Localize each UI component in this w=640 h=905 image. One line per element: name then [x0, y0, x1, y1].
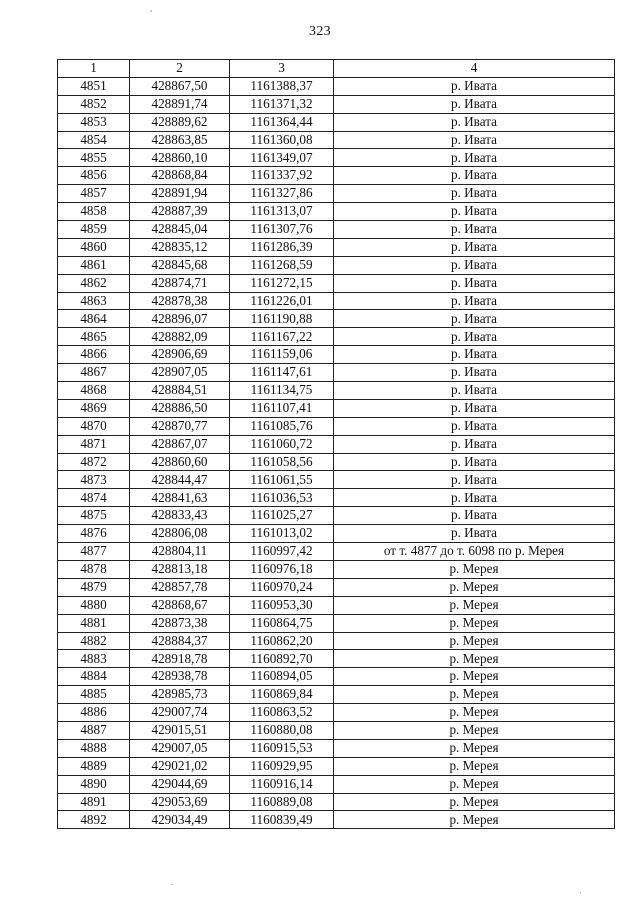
point-number-cell: 4880: [58, 596, 130, 614]
y-coordinate-cell: 1160864,75: [230, 614, 334, 632]
y-coordinate-cell: 1161190,88: [230, 310, 334, 328]
description-cell: р. Ивата: [334, 382, 615, 400]
y-coordinate-cell: 1160953,30: [230, 596, 334, 614]
table-header: [58, 60, 615, 78]
point-number-cell: 4879: [58, 578, 130, 596]
x-coordinate-cell: 428833,43: [130, 507, 230, 525]
x-coordinate-cell: 428813,18: [130, 560, 230, 578]
point-number-cell: 4858: [58, 203, 130, 221]
x-coordinate-cell: 428860,10: [130, 149, 230, 167]
x-coordinate-cell: 428873,38: [130, 614, 230, 632]
description-cell: р. Мерея: [334, 704, 615, 722]
table-row: [58, 614, 615, 632]
table-row: [58, 203, 615, 221]
x-coordinate-cell: 428985,73: [130, 686, 230, 704]
table-row: [58, 399, 615, 417]
description-cell: р. Ивата: [334, 346, 615, 364]
table-row: [58, 149, 615, 167]
y-coordinate-cell: 1161058,56: [230, 453, 334, 471]
y-coordinate-cell: 1161159,06: [230, 346, 334, 364]
point-number-cell: 4868: [58, 382, 130, 400]
point-number-cell: 4883: [58, 650, 130, 668]
x-coordinate-cell: 428835,12: [130, 238, 230, 256]
table-row: [58, 489, 615, 507]
x-coordinate-cell: 428845,68: [130, 256, 230, 274]
point-number-cell: 4859: [58, 221, 130, 239]
x-coordinate-cell: 428857,78: [130, 578, 230, 596]
description-cell: от т. 4877 до т. 6098 по р. Мерея: [334, 543, 615, 561]
description-cell: р. Ивата: [334, 131, 615, 149]
point-number-cell: 4891: [58, 793, 130, 811]
point-number-cell: 4861: [58, 256, 130, 274]
y-coordinate-cell: 1161364,44: [230, 113, 334, 131]
table-row: [58, 185, 615, 203]
table-row: [58, 95, 615, 113]
x-coordinate-cell: 428918,78: [130, 650, 230, 668]
x-coordinate-cell: 428868,84: [130, 167, 230, 185]
description-cell: р. Ивата: [334, 507, 615, 525]
point-number-cell: 4852: [58, 95, 130, 113]
x-coordinate-cell: 429007,05: [130, 739, 230, 757]
y-coordinate-cell: 1161286,39: [230, 238, 334, 256]
point-number-cell: 4876: [58, 525, 130, 543]
table-row: [58, 364, 615, 382]
description-cell: р. Ивата: [334, 292, 615, 310]
point-number-cell: 4889: [58, 757, 130, 775]
y-coordinate-cell: 1161327,86: [230, 185, 334, 203]
y-coordinate-cell: 1161036,53: [230, 489, 334, 507]
description-cell: р. Мерея: [334, 560, 615, 578]
y-coordinate-cell: 1160863,52: [230, 704, 334, 722]
point-number-cell: 4863: [58, 292, 130, 310]
x-coordinate-cell: 428874,71: [130, 274, 230, 292]
point-number-cell: 4865: [58, 328, 130, 346]
description-cell: р. Мерея: [334, 578, 615, 596]
x-coordinate-cell: 428806,08: [130, 525, 230, 543]
description-cell: р. Мерея: [334, 757, 615, 775]
point-number-cell: 4867: [58, 364, 130, 382]
column-header-1: 1: [58, 60, 130, 78]
description-cell: р. Ивата: [334, 113, 615, 131]
x-coordinate-cell: 428891,74: [130, 95, 230, 113]
description-cell: р. Мерея: [334, 686, 615, 704]
y-coordinate-cell: 1160915,53: [230, 739, 334, 757]
point-number-cell: 4882: [58, 632, 130, 650]
description-cell: р. Ивата: [334, 256, 615, 274]
description-cell: р. Ивата: [334, 185, 615, 203]
table-row: [58, 77, 615, 95]
y-coordinate-cell: 1160997,42: [230, 543, 334, 561]
point-number-cell: 4860: [58, 238, 130, 256]
y-coordinate-cell: 1161268,59: [230, 256, 334, 274]
table-row: [58, 113, 615, 131]
table-row: [58, 328, 615, 346]
description-cell: р. Ивата: [334, 471, 615, 489]
table-row: [58, 453, 615, 471]
y-coordinate-cell: 1160916,14: [230, 775, 334, 793]
x-coordinate-cell: 428906,69: [130, 346, 230, 364]
x-coordinate-cell: 428907,05: [130, 364, 230, 382]
table-row: [58, 704, 615, 722]
description-cell: р. Ивата: [334, 417, 615, 435]
y-coordinate-cell: 1161226,01: [230, 292, 334, 310]
x-coordinate-cell: 428867,50: [130, 77, 230, 95]
point-number-cell: 4873: [58, 471, 130, 489]
column-header-4: 4: [334, 60, 615, 78]
y-coordinate-cell: 1161134,75: [230, 382, 334, 400]
y-coordinate-cell: 1161307,76: [230, 221, 334, 239]
description-cell: р. Мерея: [334, 793, 615, 811]
y-coordinate-cell: 1161371,32: [230, 95, 334, 113]
description-cell: р. Мерея: [334, 775, 615, 793]
x-coordinate-cell: 428844,47: [130, 471, 230, 489]
y-coordinate-cell: 1160862,20: [230, 632, 334, 650]
y-coordinate-cell: 1160929,95: [230, 757, 334, 775]
x-coordinate-cell: 429053,69: [130, 793, 230, 811]
description-cell: р. Ивата: [334, 364, 615, 382]
table-row: [58, 292, 615, 310]
point-number-cell: 4872: [58, 453, 130, 471]
y-coordinate-cell: 1161107,41: [230, 399, 334, 417]
table-row: [58, 131, 615, 149]
description-cell: р. Мерея: [334, 650, 615, 668]
point-number-cell: 4890: [58, 775, 130, 793]
description-cell: р. Ивата: [334, 489, 615, 507]
point-number-cell: 4878: [58, 560, 130, 578]
column-header-3: 3: [230, 60, 334, 78]
x-coordinate-cell: 429015,51: [130, 721, 230, 739]
y-coordinate-cell: 1161013,02: [230, 525, 334, 543]
table-row: [58, 256, 615, 274]
table-row: [58, 811, 615, 829]
y-coordinate-cell: 1161025,27: [230, 507, 334, 525]
y-coordinate-cell: 1160889,08: [230, 793, 334, 811]
table-row: [58, 543, 615, 561]
description-cell: р. Ивата: [334, 328, 615, 346]
x-coordinate-cell: 428867,07: [130, 435, 230, 453]
header-row: [58, 60, 615, 78]
point-number-cell: 4884: [58, 668, 130, 686]
x-coordinate-cell: 428887,39: [130, 203, 230, 221]
description-cell: р. Ивата: [334, 167, 615, 185]
point-number-cell: 4856: [58, 167, 130, 185]
y-coordinate-cell: 1161167,22: [230, 328, 334, 346]
y-coordinate-cell: 1160970,24: [230, 578, 334, 596]
point-number-cell: 4851: [58, 77, 130, 95]
description-cell: р. Мерея: [334, 739, 615, 757]
description-cell: р. Ивата: [334, 435, 615, 453]
scan-speck: [580, 892, 581, 894]
point-number-cell: 4886: [58, 704, 130, 722]
table-row: [58, 274, 615, 292]
y-coordinate-cell: 1160892,70: [230, 650, 334, 668]
x-coordinate-cell: 428938,78: [130, 668, 230, 686]
scan-speck: [150, 10, 152, 12]
table-row: [58, 757, 615, 775]
table-row: [58, 346, 615, 364]
x-coordinate-cell: 428870,77: [130, 417, 230, 435]
description-cell: р. Ивата: [334, 274, 615, 292]
x-coordinate-cell: 428845,04: [130, 221, 230, 239]
description-cell: р. Мерея: [334, 596, 615, 614]
point-number-cell: 4875: [58, 507, 130, 525]
page-number: 323: [309, 24, 331, 39]
description-cell: р. Мерея: [334, 721, 615, 739]
point-number-cell: 4869: [58, 399, 130, 417]
table-row: [58, 578, 615, 596]
x-coordinate-cell: 429044,69: [130, 775, 230, 793]
table-row: [58, 525, 615, 543]
table-row: [58, 596, 615, 614]
x-coordinate-cell: 428878,38: [130, 292, 230, 310]
x-coordinate-cell: 428860,60: [130, 453, 230, 471]
x-coordinate-cell: 428882,09: [130, 328, 230, 346]
table-row: [58, 560, 615, 578]
y-coordinate-cell: 1161349,07: [230, 149, 334, 167]
x-coordinate-cell: 428891,94: [130, 185, 230, 203]
point-number-cell: 4853: [58, 113, 130, 131]
table-row: [58, 793, 615, 811]
y-coordinate-cell: 1161313,07: [230, 203, 334, 221]
y-coordinate-cell: 1160976,18: [230, 560, 334, 578]
description-cell: р. Ивата: [334, 238, 615, 256]
y-coordinate-cell: 1161272,15: [230, 274, 334, 292]
x-coordinate-cell: 428841,63: [130, 489, 230, 507]
table-row: [58, 650, 615, 668]
point-number-cell: 4866: [58, 346, 130, 364]
point-number-cell: 4885: [58, 686, 130, 704]
point-number-cell: 4854: [58, 131, 130, 149]
description-cell: р. Ивата: [334, 221, 615, 239]
point-number-cell: 4892: [58, 811, 130, 829]
scan-speck: [171, 884, 173, 885]
y-coordinate-cell: 1161337,92: [230, 167, 334, 185]
description-cell: р. Ивата: [334, 149, 615, 167]
y-coordinate-cell: 1161360,08: [230, 131, 334, 149]
x-coordinate-cell: 429034,49: [130, 811, 230, 829]
description-cell: р. Ивата: [334, 525, 615, 543]
point-number-cell: 4870: [58, 417, 130, 435]
description-cell: р. Ивата: [334, 453, 615, 471]
x-coordinate-cell: 428804,11: [130, 543, 230, 561]
y-coordinate-cell: 1161061,55: [230, 471, 334, 489]
table-row: [58, 775, 615, 793]
description-cell: р. Мерея: [334, 632, 615, 650]
x-coordinate-cell: 428884,51: [130, 382, 230, 400]
table-row: [58, 686, 615, 704]
x-coordinate-cell: 429021,02: [130, 757, 230, 775]
description-cell: р. Ивата: [334, 203, 615, 221]
coordinates-table: [57, 59, 615, 829]
x-coordinate-cell: 428896,07: [130, 310, 230, 328]
table-row: [58, 739, 615, 757]
description-cell: р. Ивата: [334, 399, 615, 417]
table-row: [58, 435, 615, 453]
y-coordinate-cell: 1161388,37: [230, 77, 334, 95]
x-coordinate-cell: 428884,37: [130, 632, 230, 650]
description-cell: р. Мерея: [334, 614, 615, 632]
y-coordinate-cell: 1160894,05: [230, 668, 334, 686]
table-row: [58, 167, 615, 185]
description-cell: р. Мерея: [334, 811, 615, 829]
point-number-cell: 4881: [58, 614, 130, 632]
table-row: [58, 221, 615, 239]
table-row: [58, 382, 615, 400]
y-coordinate-cell: 1160869,84: [230, 686, 334, 704]
point-number-cell: 4855: [58, 149, 130, 167]
point-number-cell: 4874: [58, 489, 130, 507]
description-cell: р. Ивата: [334, 77, 615, 95]
table-row: [58, 417, 615, 435]
column-header-2: 2: [130, 60, 230, 78]
point-number-cell: 4871: [58, 435, 130, 453]
description-cell: р. Ивата: [334, 310, 615, 328]
table-body: [58, 77, 615, 828]
table-row: [58, 507, 615, 525]
table-row: [58, 471, 615, 489]
description-cell: р. Мерея: [334, 668, 615, 686]
table-row: [58, 310, 615, 328]
table-row: [58, 721, 615, 739]
x-coordinate-cell: 428863,85: [130, 131, 230, 149]
y-coordinate-cell: 1161085,76: [230, 417, 334, 435]
description-cell: р. Ивата: [334, 95, 615, 113]
point-number-cell: 4862: [58, 274, 130, 292]
x-coordinate-cell: 428886,50: [130, 399, 230, 417]
point-number-cell: 4887: [58, 721, 130, 739]
y-coordinate-cell: 1161060,72: [230, 435, 334, 453]
point-number-cell: 4888: [58, 739, 130, 757]
x-coordinate-cell: 428868,67: [130, 596, 230, 614]
table-row: [58, 632, 615, 650]
point-number-cell: 4877: [58, 543, 130, 561]
y-coordinate-cell: 1160880,08: [230, 721, 334, 739]
y-coordinate-cell: 1161147,61: [230, 364, 334, 382]
point-number-cell: 4857: [58, 185, 130, 203]
point-number-cell: 4864: [58, 310, 130, 328]
y-coordinate-cell: 1160839,49: [230, 811, 334, 829]
x-coordinate-cell: 429007,74: [130, 704, 230, 722]
x-coordinate-cell: 428889,62: [130, 113, 230, 131]
table-row: [58, 238, 615, 256]
table-row: [58, 668, 615, 686]
